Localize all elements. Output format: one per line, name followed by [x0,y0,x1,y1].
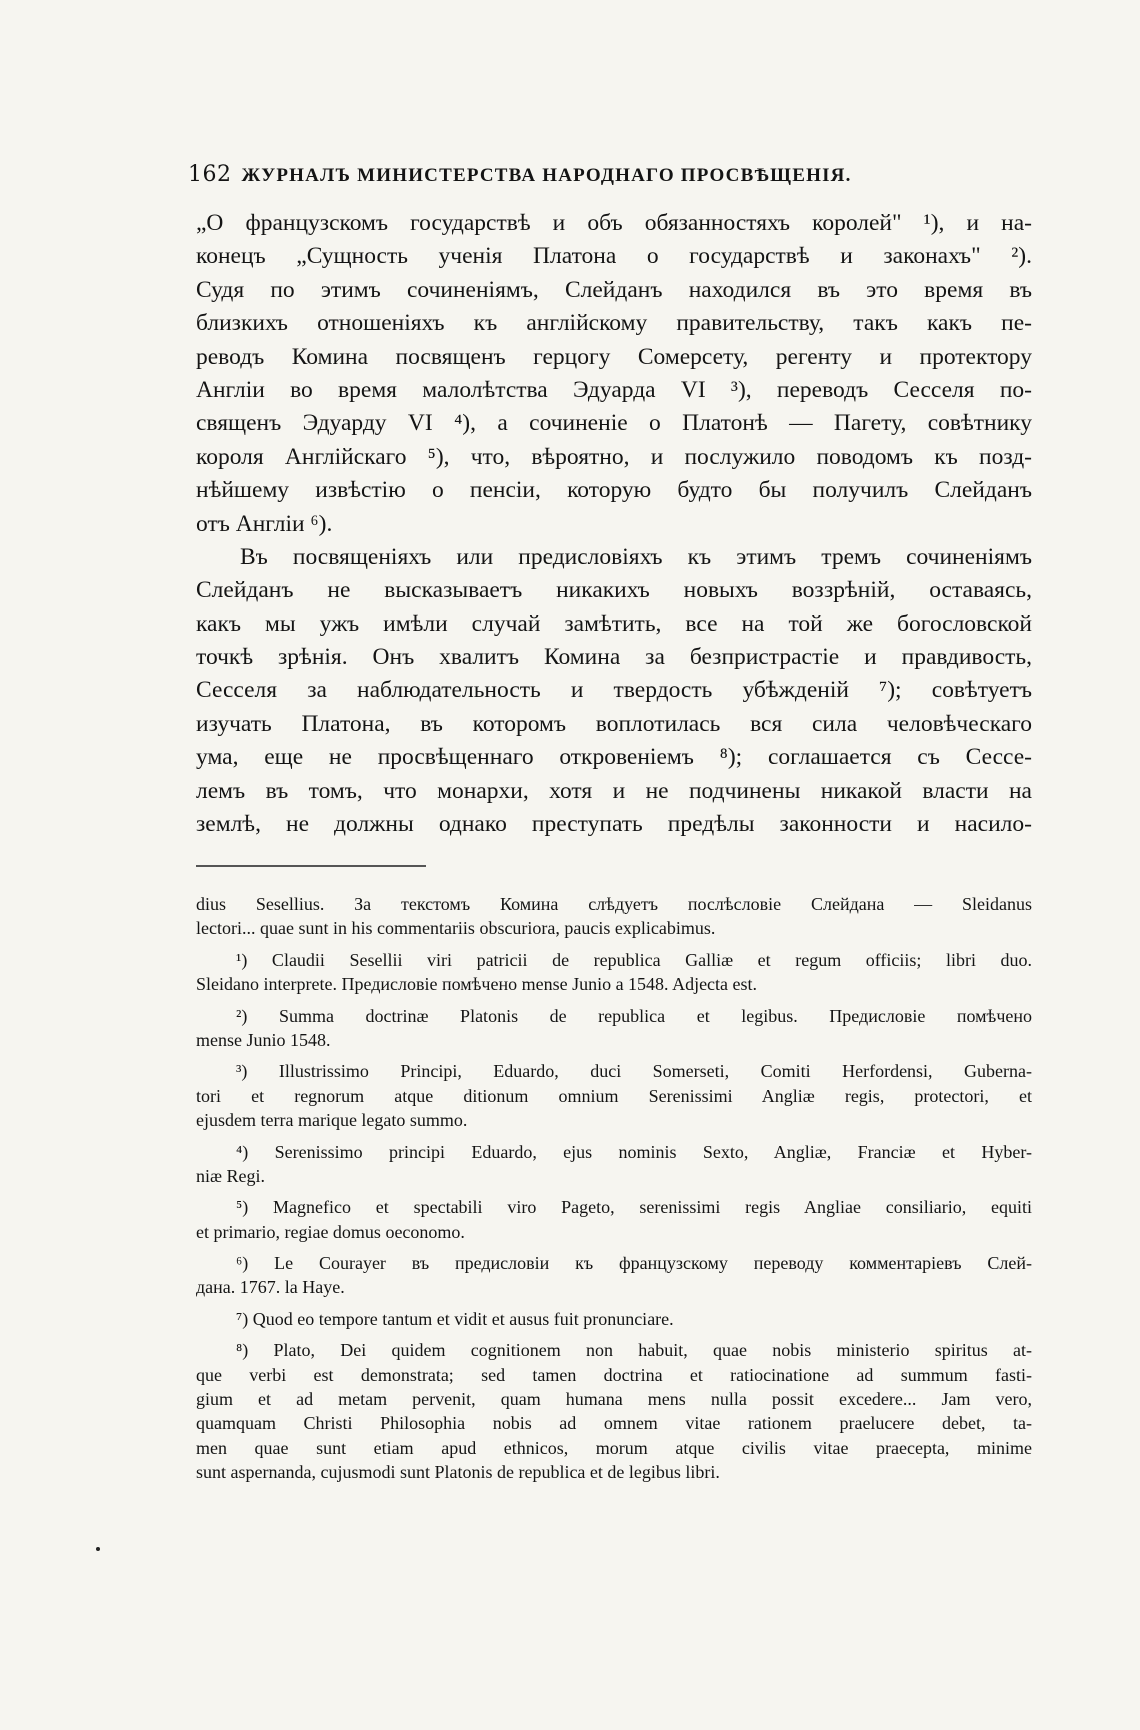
text-line: близкихъ отношеніяхъ къ англійскому правительству, такъ какъ пе- [196,310,1032,337]
footnote-line: ⁷) Quod eo tempore tantum et vidit et ausus fuit pronunciare. [236,1308,674,1329]
text-line: землѣ, не должны однако преступать предѣлы законности и насило- [196,811,1032,838]
text-line: лемъ въ томъ, что монархи, хотя и не подчинены никакой власти на [196,777,1032,804]
footnote-line: men quae sunt etiam apud ethnicos, morum atque civilis vitae praecepta, minime [196,1437,1032,1458]
footnote-line: gium et ad metam pervenit, quam humana mens nulla possit excedere... Jam vero, [196,1389,1032,1410]
footnote-line: ejusdem terra marique legato summo. [196,1110,468,1131]
footnote-line: sunt aspernanda, cujusmodi sunt Platonis de republica et de legibus libri. [196,1462,720,1483]
running-head [188,162,948,187]
text-line: священъ Эдуарду VI ⁴), а сочиненіе о Платонѣ — Пагету, совѣтнику [196,410,1032,437]
footnote-line: lectori... quae sunt in his commentariis obscuriora, paucis explicabimus. [196,918,716,939]
footnote-line: quamquam Christi Philosophia nobis ad omnem vitae rationem praelucere debet, ta- [196,1413,1032,1434]
footnote-line: que verbi est demonstrata; sed tamen doctrina et ratiocinatione ad summum fasti- [196,1364,1032,1385]
text-line: Сесселя за наблюдательность и твердость убѣжденій ⁷); совѣтуетъ [196,677,1032,704]
text-line: ума, еще не просвѣщеннаго откровеніемъ ⁸); соглашается съ Сессе- [196,744,1032,771]
text-line: короля Англійскаго ⁵), что, вѣроятно, и послужило поводомъ къ позд- [196,443,1032,470]
text-line: Слейданъ не высказываетъ никакихъ новыхъ воззрѣній, оставаясь, [196,577,1032,604]
footnote-line: ⁵) Magnefico et spectabili viro Pageto, serenissimi regis Angliae consiliario, equiti [236,1197,1032,1218]
footnote-line: Sleidano interprete. Предисловіе помѣчено mense Junio a 1548. Adjecta est. [196,974,758,995]
footnote-line: дана. 1767. la Haye. [196,1277,345,1298]
footnote-line: ³) Illustrissimo Principi, Eduardo, duci Somerseti, Comiti Herfordensi, Guberna- [236,1061,1032,1082]
footnote-line: niæ Regi. [196,1165,266,1186]
footnote-line: mense Junio 1548. [196,1029,331,1050]
footnote-line: ⁶) Le Courayer въ предисловіи къ французскому переводу комментаріевъ Слей- [236,1253,1032,1274]
footnote-line: ²) Summa doctrinæ Platonis de republica et legibus. Предисловіе помѣчено [236,1005,1032,1026]
footnote-divider [196,865,426,867]
text-line: изучать Платона, въ которомъ воплотилась вся сила человѣческаго [196,710,1032,737]
footnote-line: dius Sesellius. За текстомъ Комина слѣдуетъ послѣсловіе Слейдана — Sleidanus [196,894,1032,914]
text-line: отъ Англіи ⁶). [196,510,333,537]
footnote-line: ⁴) Serenissimo principi Eduardo, ejus nominis Sexto, Angliæ, Franciæ et Hyber- [236,1141,1032,1162]
text-line: какъ мы ужъ имѣли случай замѣтить, все на той же богословской [196,610,1032,637]
main-text [196,207,1032,841]
footnote-line: ⁸) Plato, Dei quidem cognitionem non habuit, quae nobis ministerio spiritus at- [236,1340,1032,1361]
page-number: 162 [188,162,232,187]
text-line: конецъ „Сущность ученія Платона о государствѣ и законахъ" ²). [196,243,1032,270]
text-line: нѣйшему извѣстію о пенсіи, которую будто бы получилъ Слейданъ [196,477,1032,504]
text-line: „О французскомъ государствѣ и объ обязанностяхъ королей" ¹), и на- [196,210,1032,236]
text-line: Въ посвященіяхъ или предисловіяхъ къ этимъ тремъ сочиненіямъ [240,543,1032,570]
footnote-line: ¹) Claudii Sesellii viri patricii de republica Galliæ et regum officiis; libri duo. [236,949,1032,970]
text-line: Англіи во время малолѣтства Эдуарда VI ³), переводъ Сесселя по- [196,376,1032,403]
text-line: реводъ Комина посвященъ герцогу Сомерсету, регенту и протектору [196,343,1032,370]
footnote-line: et primario, regiae domus oeconomo. [196,1221,465,1242]
text-line: точкѣ зрѣнія. Онъ хвалитъ Комина за безпристрастіе и правдивость, [196,644,1032,671]
ink-speck [96,1547,100,1551]
text-line: Судя по этимъ сочиненіямъ, Слейданъ находился въ это время въ [196,276,1032,303]
journal-title: ЖУРНАЛЪ МИНИСТЕРСТВА НАРОДНАГО ПРОСВѢЩЕНІЯ. [241,165,852,186]
footnotes [196,892,1032,1485]
footnote-line: tori et regnorum atque ditionum omnium Serenissimi Angliæ regis, protectori, et [196,1085,1032,1106]
